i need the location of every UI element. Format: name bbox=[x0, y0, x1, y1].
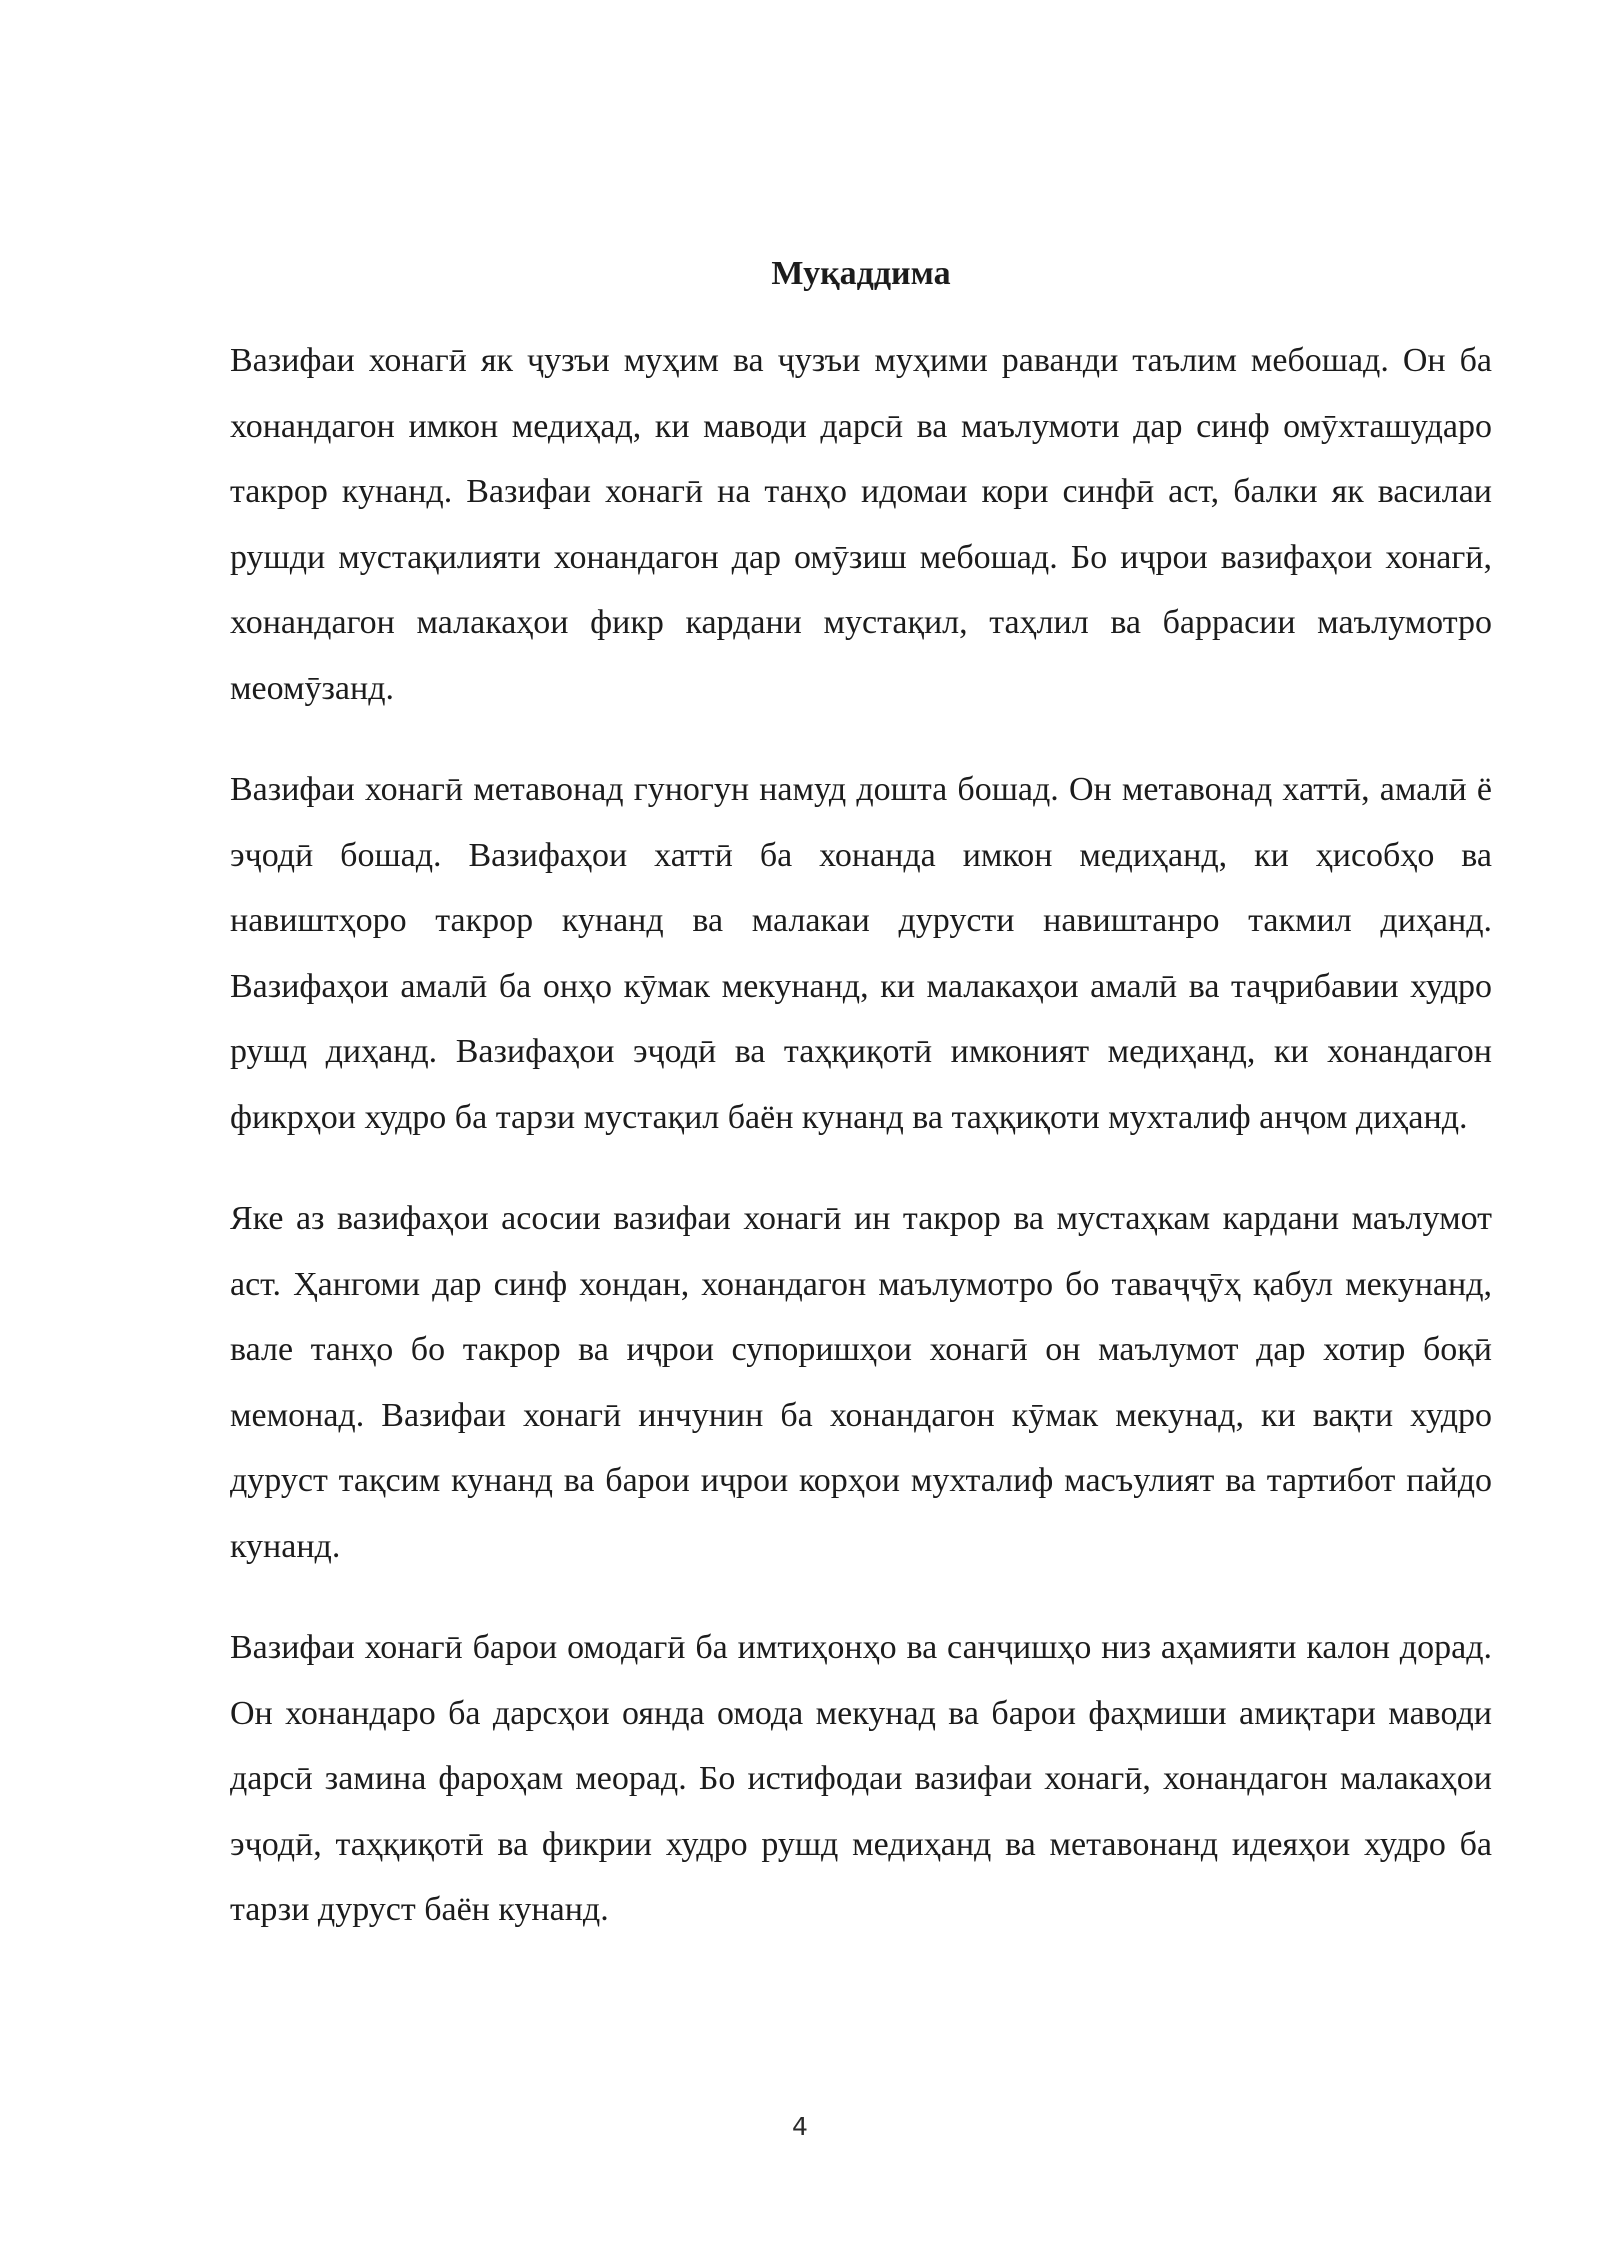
page-content bbox=[230, 250, 1492, 1979]
paragraph-4: Вазифаи хонагӣ барои омодагӣ ба имтиҳонҳо ва санҷишҳо низ аҳамияти калон дорад. Он хонандаро ба дарсҳои оянда омода мекунад ва барои фаҳмиши амиқтари маводи дарсӣ замина фароҳам меорад. Бо истифодаи вазифаи хонагӣ, хонандагон малакаҳои эҷодӣ, таҳқиқотӣ ва фикрии худро рушд медиҳанд ва метавонанд идеяҳои худро ба тарзи дуруст баён кунанд. bbox=[230, 1629, 1492, 1928]
paragraph-3: Яке аз вазифаҳои асосии вазифаи хонагӣ ин такрор ва мустаҳкам кардани маълумот аст. Ҳангоми дар синф хондан, хонандагон маълумотро бо таваҷҷӯҳ қабул мекунанд, вале танҳо бо такрор ва иҷрои супоришҳои хонагӣ он маълумот дар хотир боқӣ мемонад. Вазифаи хонагӣ инчунин ба хонандагон кӯмак мекунад, ки вақти худро дуруст тақсим кунанд ва барои иҷрои корҳои мухталиф масъулият ва тартибот пайдо кунанд. bbox=[230, 1200, 1492, 1565]
section-heading: Муқаддима bbox=[771, 255, 951, 292]
paragraph-2: Вазифаи хонагӣ метавонад гуногун намуд дошта бошад. Он метавонад хаттӣ, амалӣ ё эҷодӣ бошад. Вазифаҳои хаттӣ ба хонанда имкон медиҳанд, ки ҳисобҳо ва навиштҳоро такрор кунанд ва малакаи дурусти навиштанро такмил диҳанд. Вазифаҳои амалӣ ба онҳо кӯмак мекунанд, ки малакаҳои амалӣ ва таҷрибавии худро рушд диҳанд. Вазифаҳои эҷодӣ ва таҳқиқотӣ имконият медиҳанд, ки хонандагон фикрҳои худро ба тарзи мустақил баён кунанд ва таҳқиқоти мухталиф анҷом диҳанд. bbox=[230, 771, 1492, 1136]
page-number: 4 bbox=[792, 2112, 808, 2141]
paragraph-1: Вазифаи хонагӣ як ҷузъи муҳим ва ҷузъи муҳими раванди таълим мебошад. Он ба хонандагон имкон медиҳад, ки маводи дарсӣ ва маълумоти дар синф омӯхташударо такрор кунанд. Вазифаи хонагӣ на танҳо идомаи кори синфӣ аст, балки як василаи рушди мустақилияти хонандагон дар омӯзиш мебошад. Бо иҷрои вазифаҳои хонагӣ, хонандагон малакаҳои фикр кардани мустақил, таҳлил ва баррасии маълумотро меомӯзанд. bbox=[230, 342, 1492, 707]
